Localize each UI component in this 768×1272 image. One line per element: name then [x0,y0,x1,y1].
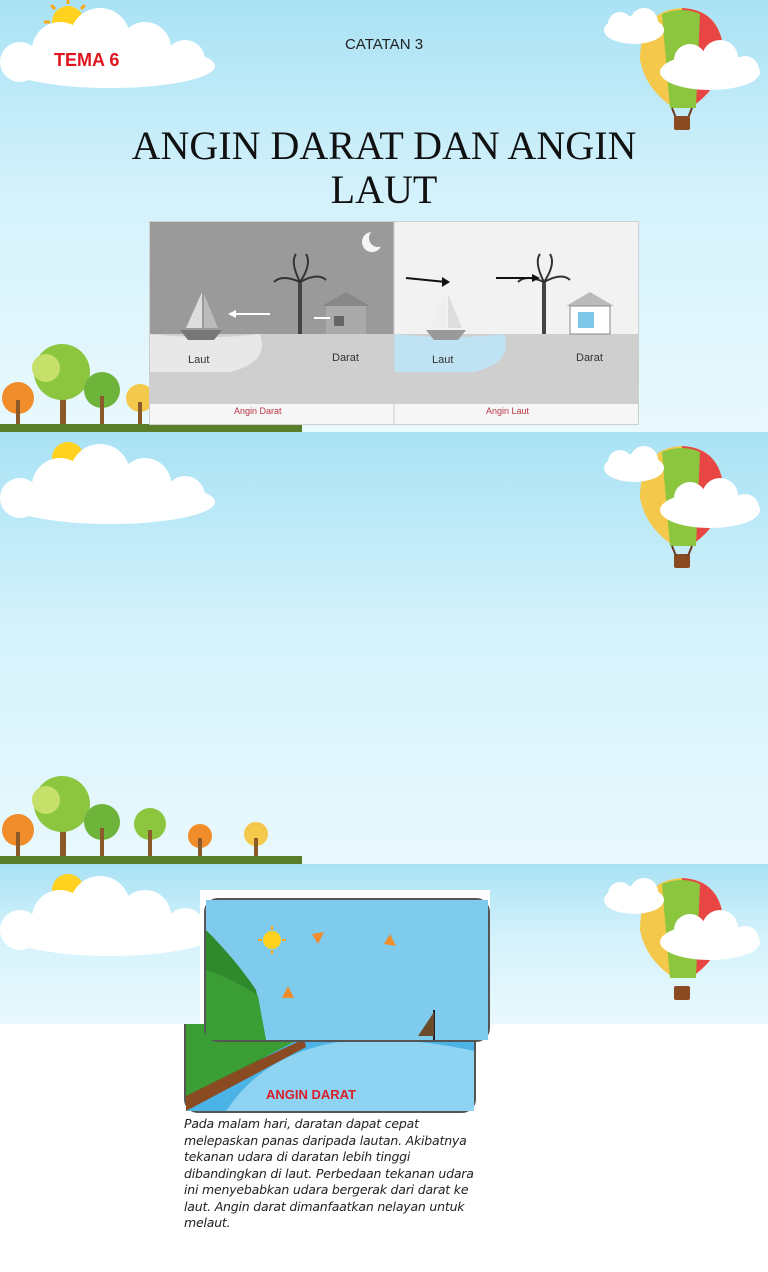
slide-3 [0,864,768,1024]
scene-label: ANGIN DARAT [266,1087,357,1102]
day-coast-illustration [204,898,490,1042]
right-land-label: Darat [576,352,603,364]
header-note: CATATAN 3 [344,36,424,53]
theme-label: TEMA 6 [54,50,120,70]
angin-laut-card [200,890,490,1024]
left-sea-label: Laut [188,354,210,366]
hot-air-balloon-icon [600,438,768,588]
hot-air-balloon-icon [600,870,768,1024]
sun-cloud-icon [0,432,230,532]
ground-strip [0,856,302,864]
land-sea-breeze-figure [149,221,639,425]
left-land-label: Darat [332,352,359,364]
description-text: Pada malam hari, daratan dapat cepat melepaskan panas daripada lautan. Akibatnya tekanan udara di daratan lebih tinggi dibandingkan di laut. Perbedaan tekanan udara ini menyebabkan udara bergerak dari darat ke laut. Angin darat dimanfaatkan nelayan untuk melaut. [184,1116,474,1230]
sun-cloud-icon [0,864,230,964]
right-sea-label: Laut [432,354,454,366]
ground-strip [0,424,302,432]
trees-icon [0,340,160,432]
right-caption: Angin Laut [486,406,530,416]
page-title: ANGIN DARAT DAN ANGIN LAUT [131,123,637,212]
trees-icon [0,772,280,864]
left-caption: Angin Darat [234,406,282,416]
slide-2 [0,432,768,1230]
slide-1 [0,0,768,432]
